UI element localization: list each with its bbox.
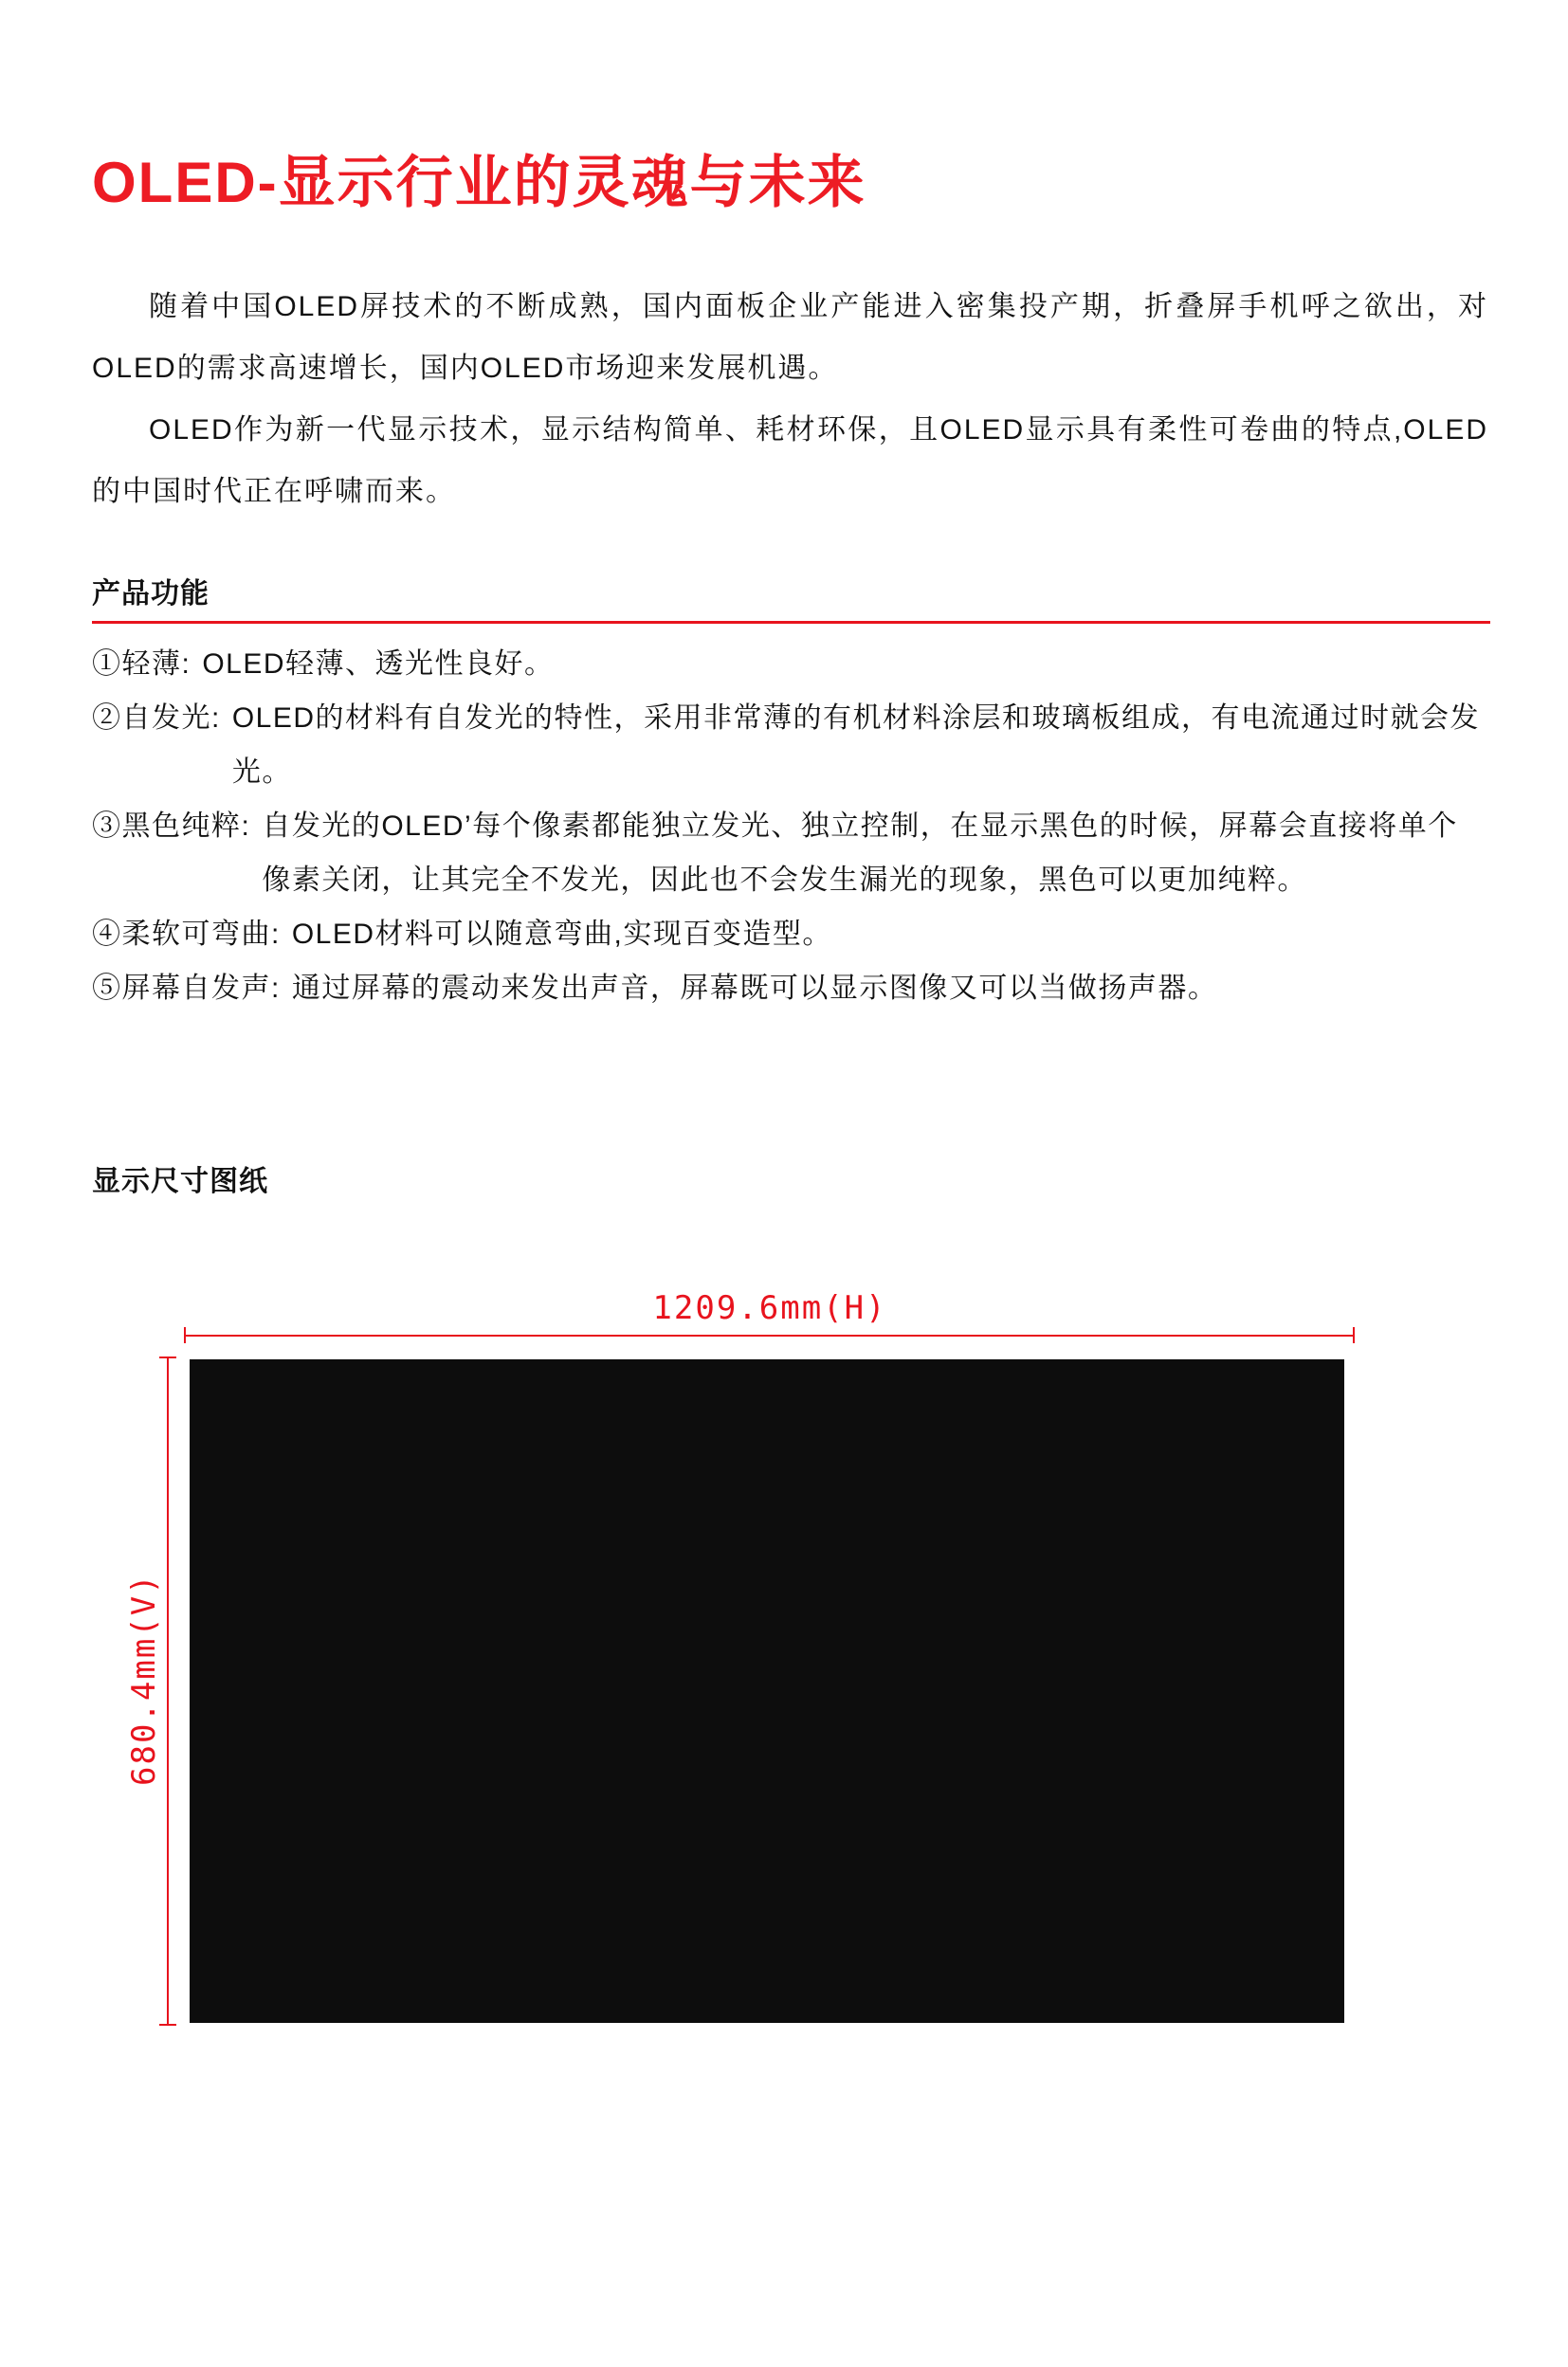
feature-body: 通过屏幕的震动来发出声音，屏幕既可以显示图像又可以当做扬声器。 [291,973,1218,1004]
feature-body: OLED材料可以随意弯曲,实现百变造型。 [291,919,832,950]
feature-item [92,961,1483,1015]
features-section-heading: 产品功能 [92,570,1490,624]
feature-body: OLED轻薄、透光性良好。 [202,648,555,680]
feature-head: ②自发光: [92,702,221,734]
dimension-height-tick-top [159,1356,176,1358]
intro-paragraph: 随着中国OLED屏技术的不断成熟，国内面板企业产能进入密集投产期，折叠屏手机呼之欲出，对OLED的需求高速增长，国内OLED市场迎来发展机遇。 [92,291,1488,384]
dimension-height-line [167,1356,169,2026]
feature-head: ③黑色纯粹: [92,810,251,842]
dimension-width-label: 1209.6mm(H) [652,1289,887,1327]
dimension-width-tick-left [184,1327,186,1343]
feature-body: 自发光的OLED’每个像素都能独立发光、独立控制，在显示黑色的时候，屏幕会直接将单个像素关闭，让其完全不发光，因此也不会发生漏光的现象，黑色可以更加纯粹。 [262,810,1458,896]
dimension-drawing [0,1289,1568,2048]
features-list [92,637,1483,1015]
page-title: OLED-显示行业的灵魂与未来 [92,151,866,214]
feature-item [92,907,1483,961]
dimension-height-label: 680.4mm(V) [125,1573,163,1786]
feature-head: ④柔软可弯曲: [92,919,281,950]
intro-paragraph: OLED作为新一代显示技术，显示结构简单、耗材环保，且OLED显示具有柔性可卷曲的特点,OLED的中国时代正在呼啸而来。 [92,414,1488,507]
display-panel [190,1359,1344,2023]
feature-item [92,637,1483,691]
drawing-section-heading: 显示尺寸图纸 [92,1166,268,1197]
feature-head: ①轻薄: [92,648,191,680]
feature-item [92,691,1483,799]
feature-item [92,799,1483,907]
dimension-height-tick-bottom [159,2024,176,2026]
intro-section [92,276,1488,522]
dimension-width-tick-right [1353,1327,1355,1343]
dimension-width-line [185,1335,1355,1337]
feature-head: ⑤屏幕自发声: [92,973,281,1004]
feature-body: OLED的材料有自发光的特性，采用非常薄的有机材料涂层和玻璃板组成，有电流通过时就会发光。 [231,702,1481,788]
